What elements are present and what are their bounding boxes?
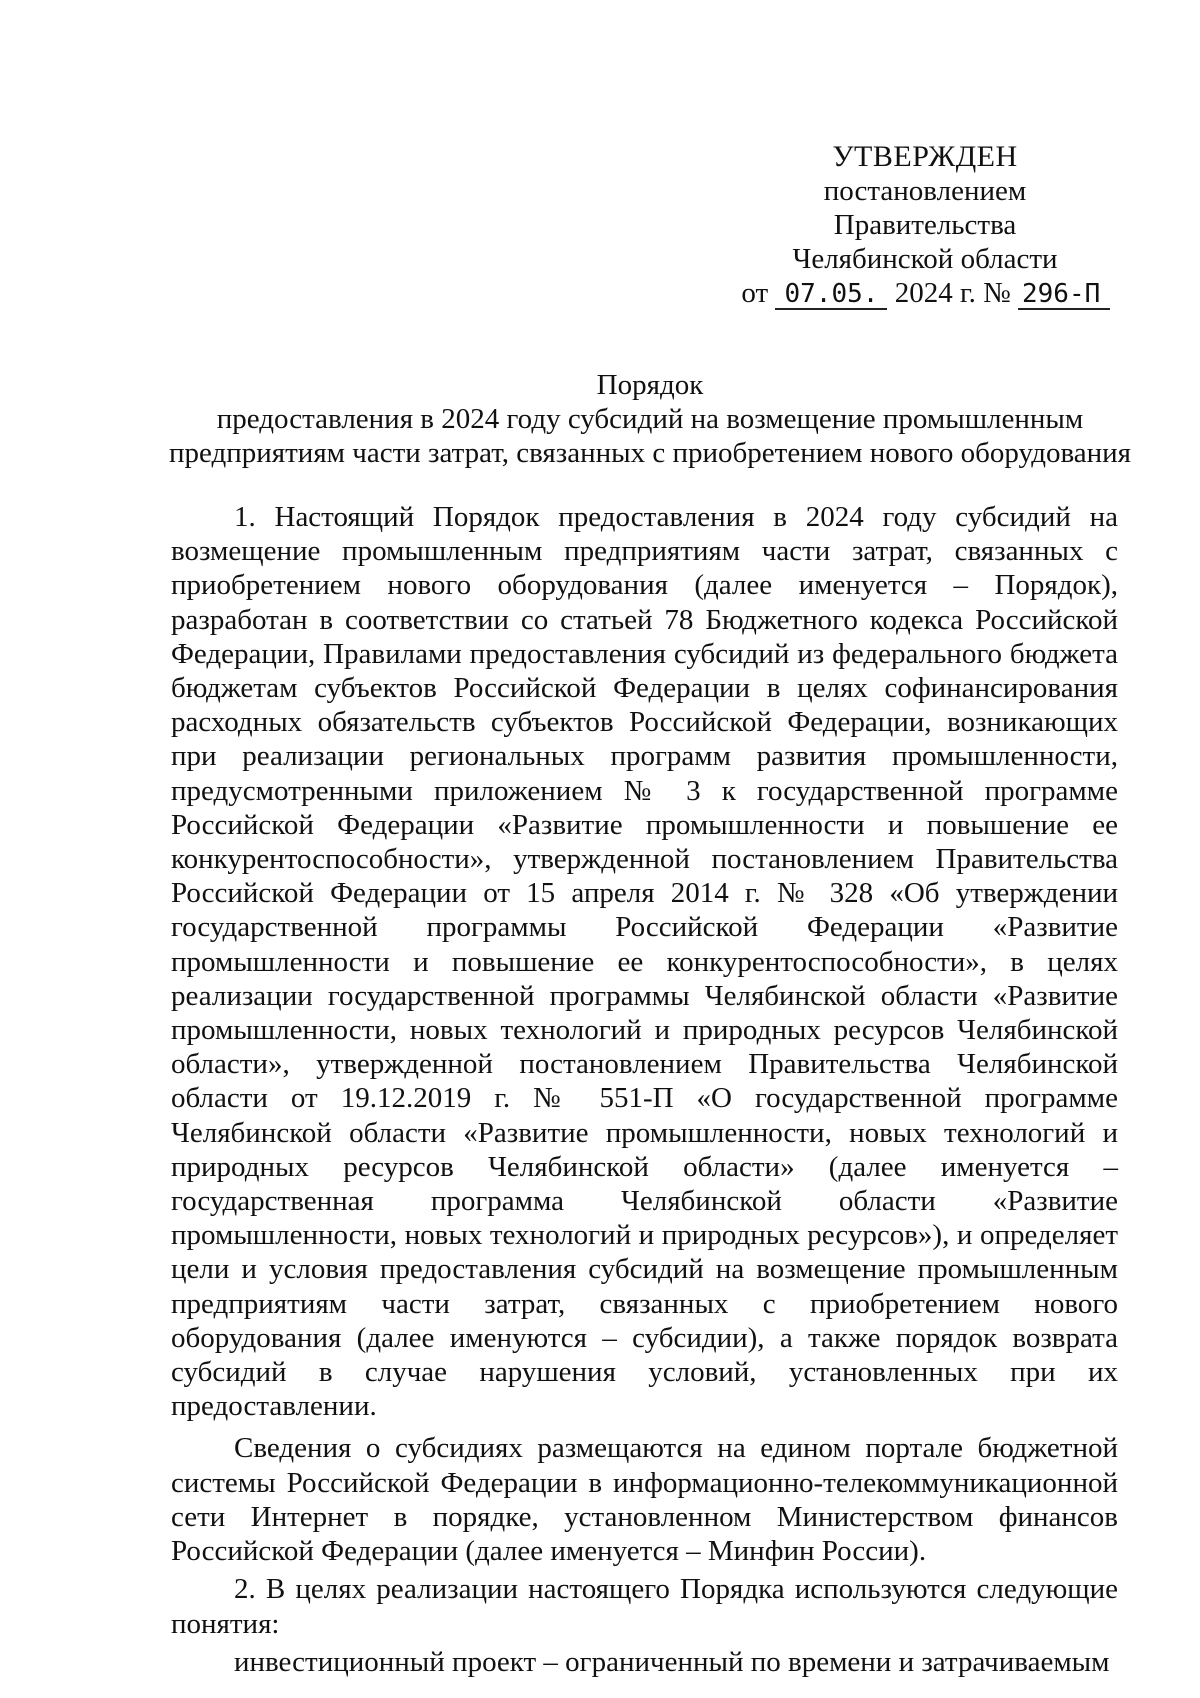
- approval-line-decree: постановлением Правительства: [823, 175, 1027, 241]
- handwritten-date: 07.05.: [775, 280, 887, 310]
- title-subtitle-line-2: предприятиям части затрат, связанных с приобретением нового оборудования: [168, 437, 1132, 469]
- document-title: [150, 368, 1150, 470]
- date-prefix: от: [741, 277, 769, 309]
- paragraph-2: 2. В целях реализации настоящего Порядка используются следующие понятия:: [171, 1573, 1118, 1640]
- paragraph-definition: инвестиционный проект – ограниченный по времени и затрачиваемым: [234, 1645, 1110, 1678]
- title-subtitle-line-1: предоставления в 2024 году субсидий на возмещение промышленным: [216, 403, 1084, 435]
- handwritten-number: 296-П: [1018, 280, 1110, 310]
- approval-date-line: [740, 276, 1110, 310]
- approved-heading: УТВЕРЖДЕН: [832, 140, 1018, 173]
- title-heading: Порядок: [596, 369, 704, 401]
- date-year: 2024 г. №: [894, 277, 1011, 309]
- approval-line-region: Челябинской области: [792, 243, 1058, 275]
- paragraph-subsidy-info: Сведения о субсидиях размещаются на едином портале бюджетной системы Российской Федерации в информационно-телекоммуникационной сети Интернет в порядке, установленном Министерством финансов Российской Федерации (далее именуется – Минфин России).: [171, 1432, 1118, 1568]
- paragraph-1: 1. Настоящий Порядок предоставления в 2024 году субсидий на возмещение промышленным предприятиям части затрат, связанных с приобретением нового оборудования (далее именуется – Порядок), разработан в соответствии со статьей 78 Бюджетного кодекса Российской Федерации, Правилами предоставления субсидий из федерального бюджета бюджетам субъектов Российской Федерации в целях софинансирования расходных обязательств субъектов Российской Федерации, возникающих при реализации региональных программ развития промышленности, предусмотренными приложением № 3 к государственной программе Российской Федерации «Развитие промышленности и повышение ее конкурентоспособности», утвержденной постановлением Правительства Российской Федерации от 15 апреля 2014 г. № 328 «Об утверждении государственной программы Российской Федерации «Развитие промышленности и повышение ее конкурентоспособности», в целях реализации государственной программы Челябинской области «Развитие промышленности, новых технологий и природных ресурсов Челябинской области», утвержденной постановлением Правительства Челябинской области от 19.12.2019 г. № 551-П «О государственной программе Челябинской области «Развитие промышленности, новых технологий и природных ресурсов Челябинской области» (далее именуется – государственная программа Челябинской области «Развитие промышленности, новых технологий и природных ресурсов»), и определяет цели и условия предоставления субсидий на возмещение промышленным предприятиям части затрат, связанных с приобретением нового оборудования (далее именуются – субсидии), а также порядок возврата субсидий в случае нарушения условий, установленных при их предоставлении.: [171, 501, 1118, 1423]
- approval-stamp: [740, 140, 1110, 310]
- document-body: [171, 500, 1118, 1679]
